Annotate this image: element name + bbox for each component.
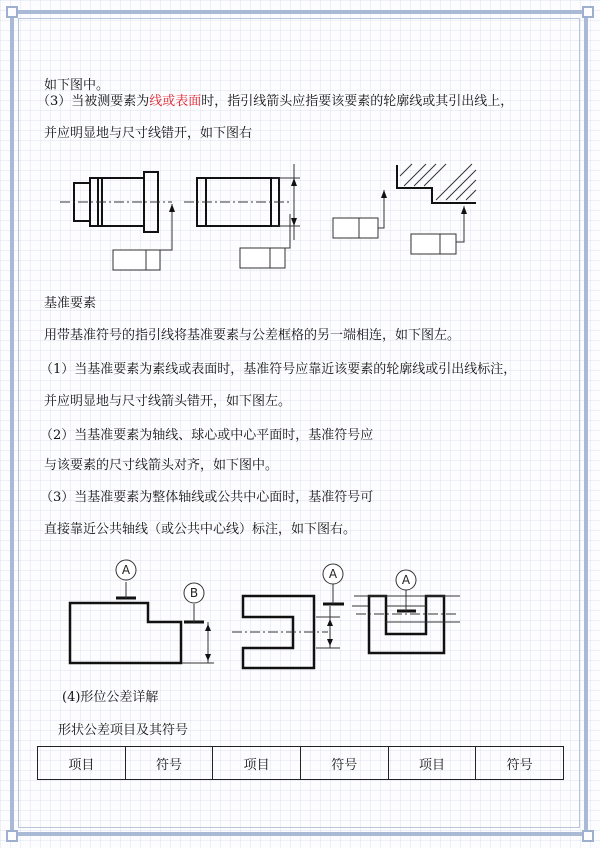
datum-letter: B (189, 586, 199, 600)
text-run: （3）当被测要素为 (37, 94, 150, 109)
paragraph-line: （3）当基准要素为整体轴线或公共中心面时，基准符号可 (40, 490, 374, 505)
table-header-cell: 项目 (213, 747, 301, 780)
paragraph-line: （1）当基准要素为素线或表面时，基准符号应靠近该要素的轮廓线或引出线标注， (40, 362, 517, 377)
paragraph-line: 并应明显地与尺寸线箭头错开，如下图左。 (44, 394, 292, 409)
table-header-cell: 符号 (125, 747, 213, 780)
paragraph-line: 用带基准符号的指引线将基准要素与公差框格的另一端相连，如下图左。 (44, 328, 461, 343)
table-header-cell: 项目 (38, 747, 126, 780)
table-header-cell: 符号 (300, 747, 388, 780)
table-caption: 形状公差项目及其符号 (58, 723, 189, 738)
section-heading: 基准要素 (44, 296, 97, 311)
paragraph-line: 如下图中。 (44, 78, 110, 93)
text-run: 时，指引线箭头应指要该要素的轮廓线或其引出线上， (201, 94, 514, 109)
paragraph-line: 直接靠近公共轴线（或公共中心线）标注，如下图右。 (44, 522, 357, 537)
paragraph-line: 与该要素的尺寸线箭头对齐，如下图中。 (44, 458, 279, 473)
datum-letter: A (328, 567, 338, 581)
section-heading: (4)形位公差详解 (62, 690, 159, 705)
datum-letter: A (121, 563, 131, 577)
paragraph-line: （2）当基准要素为轴线、球心或中心平面时，基准符号应 (40, 428, 374, 443)
datum-letter: A (401, 573, 411, 587)
paragraph-line: 并应明显地与尺寸线错开，如下图右 (44, 126, 253, 141)
shape-tolerance-table (37, 746, 564, 780)
table-header-cell: 项目 (388, 747, 476, 780)
table-header-cell: 符号 (476, 747, 564, 780)
table-row (38, 747, 564, 780)
highlight-text: 线或表面 (149, 94, 202, 109)
